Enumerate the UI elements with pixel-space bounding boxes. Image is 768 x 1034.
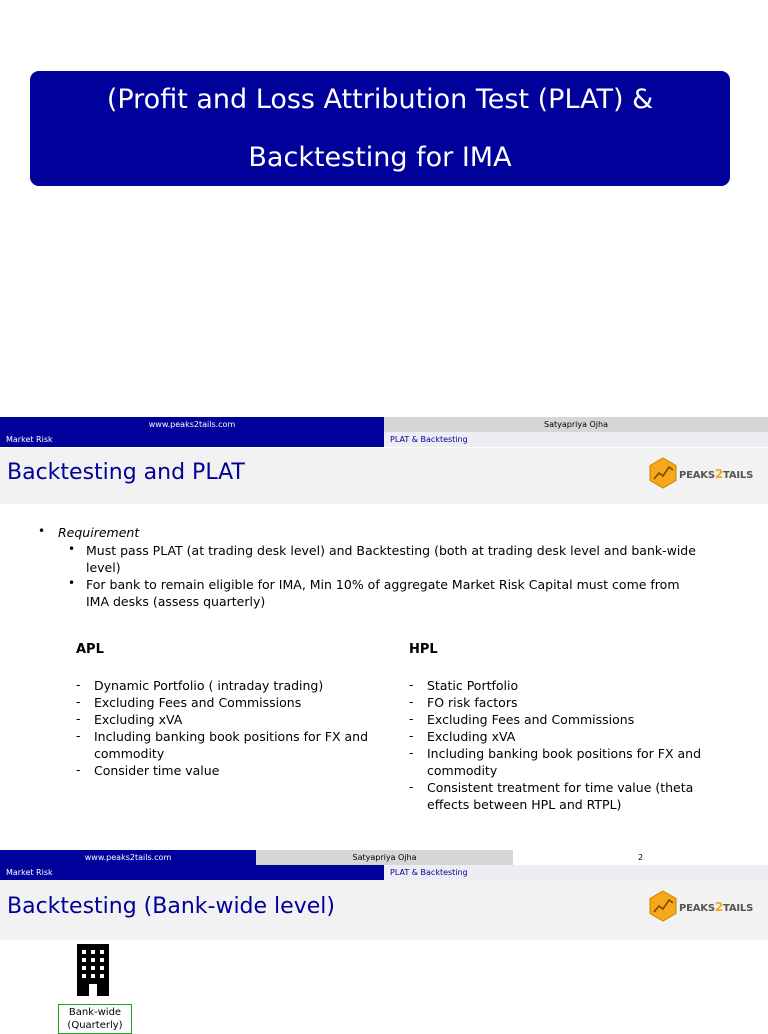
subsection-label[interactable]: PLAT & Backtesting — [384, 865, 768, 880]
author-label: Satyapriya Ojha — [384, 417, 768, 432]
hexagon-logo-icon — [648, 457, 678, 489]
dash-marker: - — [76, 728, 81, 743]
dash-marker: - — [76, 677, 81, 692]
apl-item: Excluding xVA — [94, 712, 183, 727]
bullet-marker: • — [38, 524, 46, 538]
slide3-header-bottom — [0, 865, 768, 880]
hpl-item: FO risk factors — [427, 695, 518, 710]
slide3-title-band — [0, 880, 768, 940]
req-item-2-line-2: IMA desks (assess quarterly) — [86, 594, 266, 609]
title-banner — [30, 71, 730, 186]
footer-author-label: Satyapriya Ojha — [256, 850, 513, 865]
bank-wide-frequency: (Quarterly) — [67, 1020, 123, 1031]
req-item-1-line-1: Must pass PLAT (at trading desk level) and Backtesting (both at trading desk level and bank-wide — [86, 543, 696, 558]
bank-wide-label: Bank-wide — [68, 1007, 122, 1018]
peaks2tails-logo — [648, 457, 754, 491]
logo-text: PEAKS2TAILS — [679, 467, 754, 481]
footer-website-label[interactable]: www.peaks2tails.com — [0, 850, 256, 865]
dash-marker: - — [409, 745, 414, 760]
dash-marker: - — [409, 677, 414, 692]
apl-item: commodity — [94, 746, 165, 761]
slide2-title-band — [0, 448, 768, 504]
hpl-item: Consistent treatment for time value (theta — [427, 780, 694, 795]
dash-marker: - — [409, 694, 414, 709]
dash-marker: - — [76, 711, 81, 726]
hpl-item: commodity — [427, 763, 498, 778]
slide2-footer — [0, 850, 768, 865]
apl-item: Including banking book positions for FX and — [94, 729, 369, 744]
title-line-2: Backtesting for IMA — [248, 141, 512, 173]
title-line-1: (Profit and Loss Attribution Test (PLAT) & — [106, 83, 654, 115]
website-label[interactable]: www.peaks2tails.com — [0, 417, 384, 432]
logo-text: PEAKS2TAILS — [679, 900, 754, 914]
section-label[interactable]: Market Risk — [0, 865, 384, 880]
hexagon-logo-icon — [648, 890, 678, 922]
apl-item: Dynamic Portfolio ( intraday trading) — [94, 678, 324, 693]
hpl-item: Including banking book positions for FX and — [427, 746, 702, 761]
hpl-item: effects between HPL and RTPL) — [427, 797, 622, 812]
dash-marker: - — [409, 779, 414, 794]
req-item-2-line-1: For bank to remain eligible for IMA, Min 10% of aggregate Market Risk Capital must come from — [86, 577, 680, 592]
page-number: 2 — [513, 850, 768, 865]
bullet-marker: • — [68, 576, 76, 590]
slide2-header-bottom — [0, 432, 768, 447]
hpl-item: Excluding xVA — [427, 729, 516, 744]
hpl-heading: HPL — [409, 642, 438, 657]
apl-heading: APL — [76, 642, 104, 657]
slide3-title: Backtesting (Bank-wide level) — [7, 894, 335, 919]
office-building-icon — [77, 944, 109, 996]
bullet-marker: • — [68, 542, 76, 556]
dash-marker: - — [409, 728, 414, 743]
req-item-1-line-2: level) — [86, 560, 121, 575]
dash-marker: - — [76, 762, 81, 777]
requirement-label: Requirement — [58, 525, 140, 540]
dash-marker: - — [409, 711, 414, 726]
bank-wide-box — [58, 1004, 132, 1034]
slide2-title: Backtesting and PLAT — [7, 460, 245, 485]
apl-item: Excluding Fees and Commissions — [94, 695, 302, 710]
apl-item: Consider time value — [94, 763, 220, 778]
section-label[interactable]: Market Risk — [0, 432, 384, 447]
subsection-label[interactable]: PLAT & Backtesting — [384, 432, 768, 447]
hpl-item: Static Portfolio — [427, 678, 519, 693]
hpl-item: Excluding Fees and Commissions — [427, 712, 635, 727]
slide2-header-top — [0, 417, 768, 432]
dash-marker: - — [76, 694, 81, 709]
peaks2tails-logo — [648, 890, 754, 924]
